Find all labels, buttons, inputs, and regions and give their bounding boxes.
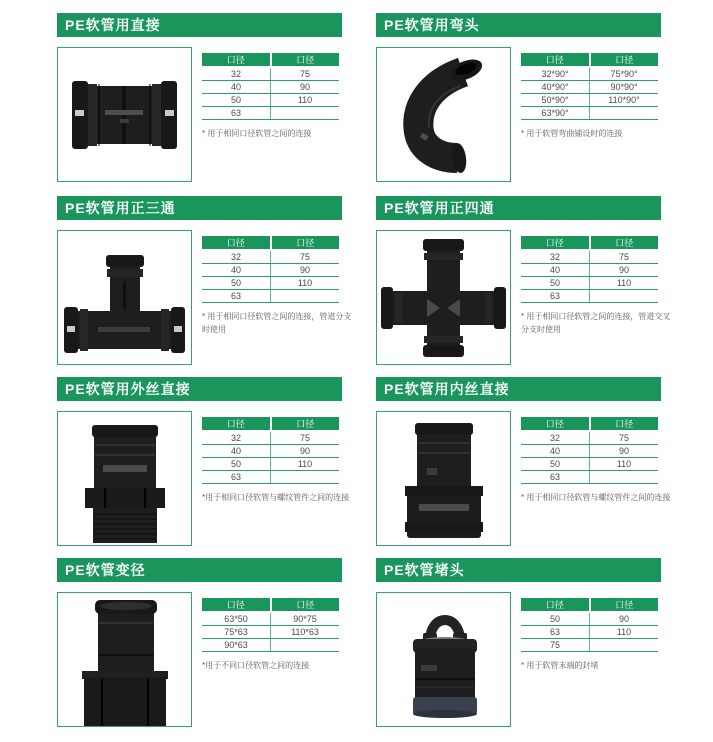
size-table xyxy=(202,598,339,652)
tee-illustration xyxy=(58,231,191,364)
reducer-illustration xyxy=(58,593,191,726)
size-cell xyxy=(590,107,659,120)
size-cell: 40 xyxy=(521,264,590,277)
size-cell: 110 xyxy=(271,458,340,471)
size-table-header-row xyxy=(521,53,658,67)
section-title-text: PE软管堵头 xyxy=(384,562,465,578)
section-title-text: PE软管用外丝直接 xyxy=(65,381,191,397)
size-cell: 110*63 xyxy=(271,626,340,639)
size-cell: 75 xyxy=(271,67,340,81)
size-cell: 90*63 xyxy=(202,639,271,652)
size-table-row xyxy=(202,471,339,484)
size-table-row xyxy=(202,277,339,290)
size-table xyxy=(202,236,339,303)
size-cell: 50 xyxy=(521,458,590,471)
size-table-row xyxy=(521,264,658,277)
size-table xyxy=(202,53,339,120)
size-table-header-row xyxy=(521,417,658,431)
size-column-header: 口径 xyxy=(521,598,590,612)
size-cell: 32 xyxy=(521,250,590,264)
size-cell: 63 xyxy=(202,107,271,120)
size-cell: 90*90° xyxy=(590,81,659,94)
size-column-header: 口径 xyxy=(202,417,271,431)
size-cell: 32 xyxy=(521,431,590,445)
reducer-photo xyxy=(57,592,192,727)
size-cell: 110 xyxy=(590,458,659,471)
size-table-row xyxy=(521,612,658,626)
size-cell: 63*50 xyxy=(202,612,271,626)
usage-note: * 用于相同口径软管之间的连接 xyxy=(202,129,312,138)
size-column-header: 口径 xyxy=(521,236,590,250)
straight-coupling-illustration xyxy=(58,48,191,181)
size-table-row xyxy=(202,264,339,277)
size-table-row xyxy=(521,290,658,303)
size-table-row xyxy=(202,94,339,107)
section-straight-connector xyxy=(57,13,342,182)
size-cell: 90 xyxy=(271,81,340,94)
size-cell: 90 xyxy=(271,445,340,458)
section-elbow xyxy=(376,13,661,182)
size-table-row xyxy=(202,81,339,94)
size-table-row xyxy=(521,81,658,94)
size-cell: 110 xyxy=(271,277,340,290)
size-cell: 75 xyxy=(521,639,590,652)
usage-note: *用于相同口径软管与螺纹管件之间的连接 xyxy=(202,493,350,502)
size-table-row xyxy=(202,250,339,264)
male-thread-connector-illustration xyxy=(58,412,191,545)
size-table-header-row xyxy=(521,598,658,612)
section-title-text: PE软管用内丝直接 xyxy=(384,381,510,397)
size-cell: 40 xyxy=(202,264,271,277)
size-table-row xyxy=(521,67,658,81)
size-table-header-row xyxy=(202,417,339,431)
section-title xyxy=(376,558,661,582)
end-plug-photo xyxy=(376,592,511,727)
section-title-text: PE软管用正三通 xyxy=(65,200,176,216)
size-table-row xyxy=(521,471,658,484)
size-cell: 63*90° xyxy=(521,107,590,120)
section-end-plug xyxy=(376,558,661,727)
size-cell: 75 xyxy=(590,250,659,264)
size-table xyxy=(521,236,658,303)
size-column-header: 口径 xyxy=(590,236,659,250)
section-reducer xyxy=(57,558,342,727)
size-table-row xyxy=(521,250,658,264)
size-cell: 50*90° xyxy=(521,94,590,107)
size-table-row xyxy=(521,626,658,639)
size-cell: 40*90° xyxy=(521,81,590,94)
usage-note: * 用于相同口径软管之间的连接，管道交叉分支时使用 xyxy=(521,312,671,334)
size-table xyxy=(521,53,658,120)
size-table-row xyxy=(202,612,339,626)
size-column-header: 口径 xyxy=(271,417,340,431)
size-table-row xyxy=(202,445,339,458)
end-plug-illustration xyxy=(377,593,510,726)
section-title xyxy=(376,13,661,37)
size-cell: 50 xyxy=(202,458,271,471)
size-table-row xyxy=(521,639,658,652)
size-cell: 63 xyxy=(521,290,590,303)
size-cell: 75*63 xyxy=(202,626,271,639)
size-cell: 40 xyxy=(202,81,271,94)
section-tee xyxy=(57,196,352,365)
size-cell xyxy=(590,471,659,484)
section-title xyxy=(57,558,342,582)
size-cell: 32 xyxy=(202,67,271,81)
size-table-row xyxy=(521,94,658,107)
size-cell: 90 xyxy=(590,445,659,458)
size-cell: 75 xyxy=(271,431,340,445)
size-cell: 75*90° xyxy=(590,67,659,81)
size-column-header: 口径 xyxy=(590,53,659,67)
size-table-row xyxy=(202,626,339,639)
size-cell: 50 xyxy=(521,277,590,290)
size-cell: 40 xyxy=(521,445,590,458)
elbow-photo xyxy=(376,47,511,182)
size-table-row xyxy=(202,639,339,652)
section-title-text: PE软管用正四通 xyxy=(384,200,495,216)
size-column-header: 口径 xyxy=(202,236,271,250)
size-table-row xyxy=(521,458,658,471)
size-table-row xyxy=(202,431,339,445)
size-column-header: 口径 xyxy=(590,598,659,612)
section-title-text: PE软管用直接 xyxy=(65,17,161,33)
usage-note: * 用于软管末端的封堵 xyxy=(521,661,599,670)
size-column-header: 口径 xyxy=(271,598,340,612)
section-cross xyxy=(376,196,671,365)
size-table-row xyxy=(521,431,658,445)
size-column-header: 口径 xyxy=(271,53,340,67)
size-cell: 90 xyxy=(590,264,659,277)
size-cell: 32*90° xyxy=(521,67,590,81)
usage-note: * 用于软管弯曲铺设时的连接 xyxy=(521,129,623,138)
tee-photo xyxy=(57,230,192,365)
size-cell xyxy=(271,639,340,652)
size-table-row xyxy=(521,107,658,120)
size-cell: 32 xyxy=(202,431,271,445)
size-table-row xyxy=(202,290,339,303)
size-column-header: 口径 xyxy=(271,236,340,250)
usage-note: * 用于相同口径软管与螺纹管件之间的连接 xyxy=(521,493,671,502)
section-title xyxy=(376,377,661,401)
section-male-thread-connector xyxy=(57,377,350,546)
straight-coupling-photo xyxy=(57,47,192,182)
size-cell xyxy=(271,471,340,484)
size-table-row xyxy=(202,107,339,120)
size-table xyxy=(202,417,339,484)
male-thread-connector-photo xyxy=(57,411,192,546)
size-column-header: 口径 xyxy=(521,53,590,67)
size-cell xyxy=(590,639,659,652)
elbow-illustration xyxy=(377,48,510,181)
size-cell xyxy=(590,290,659,303)
size-cell: 63 xyxy=(202,471,271,484)
size-cell: 90 xyxy=(271,264,340,277)
female-thread-connector-photo xyxy=(376,411,511,546)
size-table-row xyxy=(202,67,339,81)
size-cell: 110*90° xyxy=(590,94,659,107)
usage-note: *用于不同口径软管之间的连接 xyxy=(202,661,310,670)
section-title xyxy=(376,196,661,220)
section-title xyxy=(57,196,342,220)
size-cell: 50 xyxy=(202,94,271,107)
size-cell: 90*75 xyxy=(271,612,340,626)
size-cell: 90 xyxy=(590,612,659,626)
size-table-row xyxy=(202,458,339,471)
usage-note: * 用于相同口径软管之间的连接，管道分支时使用 xyxy=(202,312,352,334)
size-table-row xyxy=(521,445,658,458)
size-column-header: 口径 xyxy=(202,598,271,612)
section-title-text: PE软管用弯头 xyxy=(384,17,480,33)
size-cell: 32 xyxy=(202,250,271,264)
size-cell: 75 xyxy=(590,431,659,445)
size-cell: 110 xyxy=(590,277,659,290)
size-column-header: 口径 xyxy=(590,417,659,431)
size-cell: 110 xyxy=(271,94,340,107)
size-cell: 50 xyxy=(202,277,271,290)
size-table-row xyxy=(521,277,658,290)
size-table xyxy=(521,598,658,652)
size-table-header-row xyxy=(202,236,339,250)
size-cell: 110 xyxy=(590,626,659,639)
size-cell xyxy=(271,107,340,120)
size-cell: 75 xyxy=(271,250,340,264)
size-table-header-row xyxy=(202,53,339,67)
section-title-text: PE软管变径 xyxy=(65,562,146,578)
size-cell: 63 xyxy=(521,471,590,484)
size-cell: 63 xyxy=(202,290,271,303)
size-table-header-row xyxy=(521,236,658,250)
size-cell: 50 xyxy=(521,612,590,626)
cross-illustration xyxy=(377,231,510,364)
section-title xyxy=(57,13,342,37)
size-cell: 63 xyxy=(521,626,590,639)
size-column-header: 口径 xyxy=(521,417,590,431)
size-cell: 40 xyxy=(202,445,271,458)
section-female-thread-connector xyxy=(376,377,671,546)
female-thread-connector-illustration xyxy=(377,412,510,545)
section-title xyxy=(57,377,342,401)
size-cell xyxy=(271,290,340,303)
size-table-header-row xyxy=(202,598,339,612)
size-table xyxy=(521,417,658,484)
size-column-header: 口径 xyxy=(202,53,271,67)
cross-photo xyxy=(376,230,511,365)
